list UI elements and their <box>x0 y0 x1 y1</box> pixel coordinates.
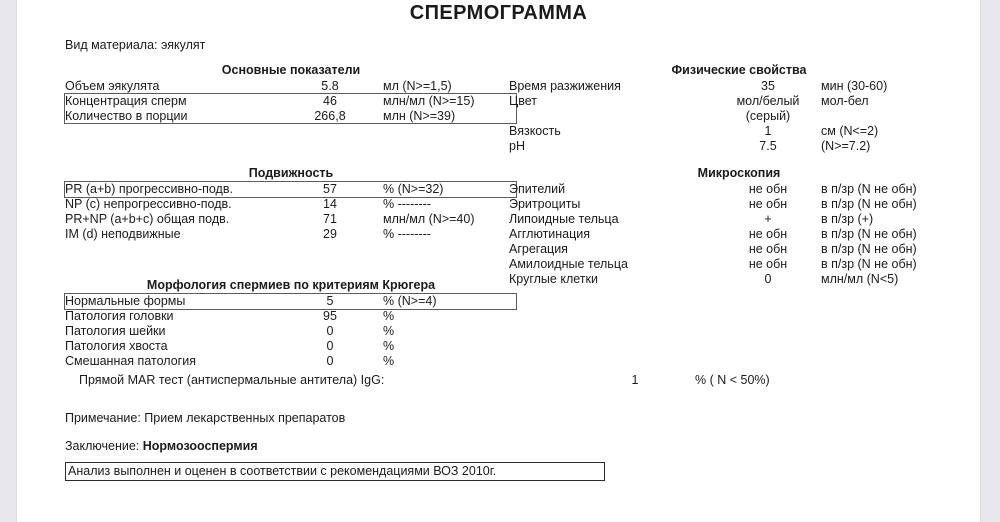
row-unit: % (N>=32) <box>383 182 444 196</box>
section-title-motility: Подвижность <box>248 166 334 180</box>
table-row <box>509 124 969 139</box>
row-label: NP (c) непрогрессивно-подв. <box>65 197 232 211</box>
row-label: Смешанная патология <box>65 354 196 368</box>
row-unit: мин (30-60) <box>821 79 888 93</box>
row-unit: % (N>=4) <box>383 294 437 308</box>
row-value: 5 <box>326 294 334 308</box>
row-value: 95 <box>323 309 337 323</box>
row-value: (серый) <box>745 109 791 123</box>
row-unit: (N>=7.2) <box>821 139 871 153</box>
row-unit: в п/зр (N не обн) <box>821 182 917 196</box>
rows-physical-properties <box>509 79 969 154</box>
row-unit: % <box>383 324 395 338</box>
row-unit: % <box>383 339 395 353</box>
page-title: СПЕРМОГРАММА <box>409 2 588 24</box>
table-row <box>509 197 969 212</box>
row-label: Вязкость <box>509 124 561 138</box>
row-unit: мл (N>=1,5) <box>383 79 452 93</box>
row-value: не обн <box>748 197 788 211</box>
row-label: Патология шейки <box>65 324 166 338</box>
row-unit: % <box>383 309 395 323</box>
row-unit: в п/зр (N не обн) <box>821 257 917 271</box>
row-value: не обн <box>748 227 788 241</box>
row-unit: в п/зр (N не обн) <box>821 242 917 256</box>
row-value: 0 <box>326 354 334 368</box>
row-label: Объем эякулята <box>65 79 160 93</box>
footer-block <box>65 372 965 478</box>
row-unit: в п/зр (+) <box>821 212 874 226</box>
row-label: Амилоидные тельца <box>509 257 628 271</box>
section-title-morphology: Морфология спермиев по критериям Крюгера <box>146 278 436 292</box>
table-row <box>509 139 969 154</box>
section-main-indicators <box>65 62 517 124</box>
row-label: Агглютинация <box>509 227 591 241</box>
row-label: Липоидные тельца <box>509 212 619 226</box>
row-value: 0 <box>326 324 334 338</box>
row-unit: млн/мл (N>=40) <box>383 212 475 226</box>
mar-test-label: Прямой MAR тест (антиспермальные антитела) IgG: <box>79 373 385 387</box>
note-row: Примечание: Прием лекарственных препаратов <box>65 411 346 425</box>
table-row <box>509 212 969 227</box>
section-title-physical-properties: Физические свойства <box>671 63 807 77</box>
row-label: Концентрация сперм <box>65 94 187 108</box>
conclusion-row <box>65 438 258 454</box>
rows-main-indicators <box>65 79 517 124</box>
section-title-microscopy: Микроскопия <box>697 166 781 180</box>
table-row <box>509 94 969 109</box>
row-value: 71 <box>323 212 337 226</box>
rows-motility <box>65 182 517 242</box>
row-unit: млн/мл (N<5) <box>821 272 899 286</box>
document-sheet <box>17 0 980 522</box>
rows-microscopy <box>509 182 969 287</box>
row-value: 7.5 <box>759 139 777 153</box>
table-row <box>509 109 969 124</box>
row-value: не обн <box>748 257 788 271</box>
table-row <box>65 227 517 242</box>
table-row <box>65 109 517 124</box>
table-row <box>509 257 969 272</box>
row-value: 57 <box>323 182 337 196</box>
row-value: 35 <box>761 79 775 93</box>
row-value: + <box>764 212 772 226</box>
row-value: 29 <box>323 227 337 241</box>
table-row <box>65 94 517 109</box>
row-unit: % -------- <box>383 227 431 241</box>
table-row <box>509 242 969 257</box>
row-label: Цвет <box>509 94 538 108</box>
row-value: 14 <box>323 197 337 211</box>
row-value: 0 <box>764 272 772 286</box>
row-unit: в п/зр (N не обн) <box>821 197 917 211</box>
mar-test-value: 1 <box>631 373 639 387</box>
table-row <box>65 309 517 324</box>
section-morphology <box>65 277 517 369</box>
section-microscopy <box>509 165 969 287</box>
row-label: IM (d) неподвижные <box>65 227 181 241</box>
table-row <box>65 182 517 197</box>
row-label: PR+NP (a+b+c) общая подв. <box>65 212 230 226</box>
row-label: Количество в порции <box>65 109 188 123</box>
table-row <box>65 79 517 94</box>
table-row <box>65 197 517 212</box>
who-statement-box: Анализ выполнен и оценен в соответствии с рекомендациями ВОЗ 2010г. <box>65 462 605 481</box>
section-motility <box>65 165 517 242</box>
row-label: Агрегация <box>509 242 568 256</box>
row-value: 0 <box>326 339 334 353</box>
row-unit: млн/мл (N>=15) <box>383 94 475 108</box>
row-unit: в п/зр (N не обн) <box>821 227 917 241</box>
row-label: Патология хвоста <box>65 339 168 353</box>
row-value: 46 <box>323 94 337 108</box>
conclusion-value: Нормозооспермия <box>142 439 258 453</box>
row-unit: мол-бел <box>821 94 869 108</box>
table-row <box>65 324 517 339</box>
row-unit: % <box>383 354 395 368</box>
mar-test-row <box>65 372 965 392</box>
row-unit: % -------- <box>383 197 431 211</box>
mar-test-unit: % ( N < 50%) <box>695 373 770 387</box>
row-value: 1 <box>764 124 772 138</box>
page-gutter-right <box>980 0 1000 522</box>
row-label: Нормальные формы <box>65 294 186 308</box>
section-physical-properties <box>509 62 969 154</box>
row-value: не обн <box>748 242 788 256</box>
row-label: Круглые клетки <box>509 272 598 286</box>
table-row <box>65 354 517 369</box>
table-row <box>509 227 969 242</box>
row-value: 266,8 <box>314 109 346 123</box>
row-unit: млн (N>=39) <box>383 109 456 123</box>
row-label: Эритроциты <box>509 197 581 211</box>
row-label: Эпителий <box>509 182 566 196</box>
row-label: Время разжижения <box>509 79 621 93</box>
table-row <box>65 212 517 227</box>
conclusion-label: Заключение: <box>65 439 143 453</box>
row-unit: см (N<=2) <box>821 124 879 138</box>
section-title-main-indicators: Основные показатели <box>221 63 361 77</box>
row-value: 5.8 <box>321 79 339 93</box>
material-type-line: Вид материала: эякулят <box>65 38 206 52</box>
row-value: не обн <box>748 182 788 196</box>
table-row <box>65 339 517 354</box>
row-label: PR (a+b) прогрессивно-подв. <box>65 182 233 196</box>
row-value: мол/белый <box>736 94 800 108</box>
table-row <box>509 182 969 197</box>
table-row <box>509 272 969 287</box>
table-row <box>509 79 969 94</box>
row-label: Патология головки <box>65 309 174 323</box>
row-label: pH <box>509 139 525 153</box>
page-gutter-left <box>0 0 17 522</box>
table-row <box>65 294 517 309</box>
rows-morphology <box>65 294 517 369</box>
